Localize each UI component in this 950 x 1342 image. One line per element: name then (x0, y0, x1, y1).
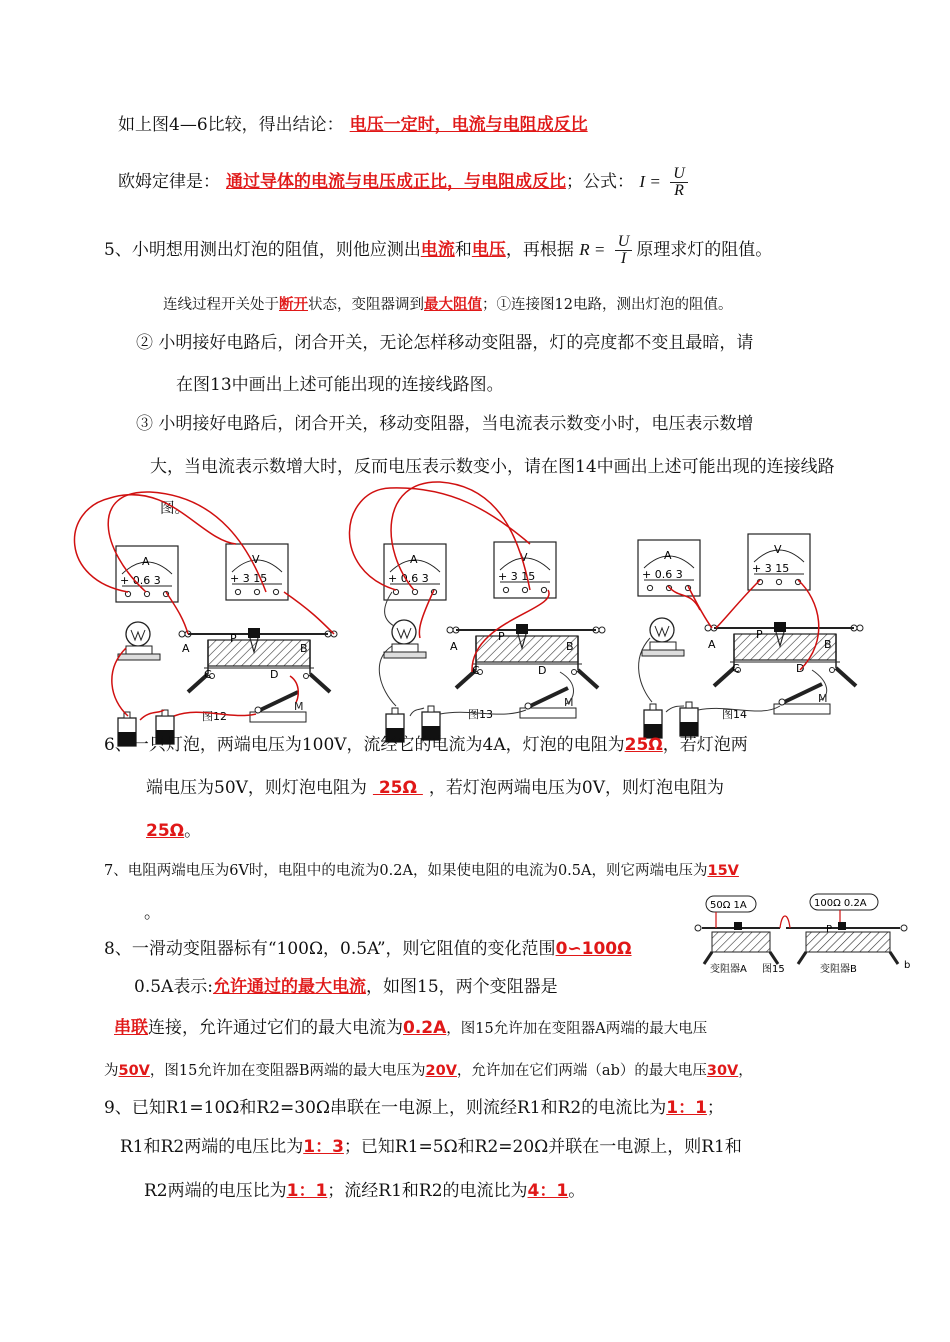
svg-text:图14: 图14 (722, 708, 747, 721)
svg-text:C: C (732, 662, 740, 675)
question-7-end: 。 (144, 903, 161, 923)
svg-text:P: P (756, 628, 763, 641)
voltmeter-label: V (252, 553, 260, 566)
answer-voltage-15: 15V (707, 863, 739, 879)
question-6-end: 25Ω。 (146, 821, 202, 841)
answer-open: 断开 (279, 297, 308, 313)
formula-fraction: $\frac{U}{R}$ (670, 166, 688, 199)
svg-text:+ 0.6 3: + 0.6 3 (120, 574, 161, 587)
svg-text:D: D (538, 664, 547, 677)
question-5-3-cont: 大，当电流表示数增大时，反而电压表示数变小，请在图14中画出上述可能出现的连接线路 (150, 457, 835, 477)
question-9-line-3: R2两端的电压比为1：1；流经R1和R2的电流比为4：1。 (144, 1181, 586, 1201)
question-9-line-2: R1和R2两端的电压比为1：3；已知R1=5Ω和R2=20Ω并联在一电源上，则R1和 (120, 1137, 742, 1157)
answer-ohms-law: 通过导体的电流与电压成正比，与电阻成反比 (226, 172, 566, 192)
answer-resistance-3: 25Ω (146, 821, 185, 841)
formula-fraction-r: $\frac{U}{I}$ (615, 234, 633, 267)
answer-ratio-3: 1：1 (286, 1181, 328, 1201)
answer-max-current: 允许通过的最大电流 (213, 977, 367, 997)
answer-voltage: 电压 (471, 240, 506, 260)
answer-ratio-1: 1：1 (666, 1098, 707, 1118)
answer-50v: 50V (118, 1063, 150, 1079)
answer-20v: 20V (425, 1063, 457, 1079)
circuit-figures: M A + 0.6 3 V + 3 15 A B P C D 图12 A + 0.6 3 V + 3 15 A B P C D 图13 A + 0.6 3 V + 3 15 A B P C D 图14 (0, 470, 950, 750)
svg-text:+ 3 15: + 3 15 (752, 562, 790, 575)
ammeter-label: A (664, 549, 672, 562)
figure-13 (349, 482, 605, 742)
svg-text:P: P (826, 924, 833, 935)
answer-30v: 30V (706, 1063, 739, 1079)
voltmeter-label: V (520, 551, 528, 564)
svg-text:B: B (824, 638, 832, 651)
svg-text:图15: 图15 (762, 964, 785, 975)
svg-text:C: C (204, 668, 212, 681)
ammeter-label: A (410, 553, 418, 566)
svg-text:+ 3 15: + 3 15 (230, 572, 268, 585)
svg-text:B: B (300, 642, 308, 655)
svg-text:图13: 图13 (468, 708, 493, 721)
question-6-cont: 端电压为50V，则灯泡电阻为 25Ω ，若灯泡两端电压为0V，则灯泡电阻为 (146, 778, 724, 798)
svg-text:B: B (566, 640, 574, 653)
svg-text:50Ω 1A: 50Ω 1A (710, 900, 747, 911)
question-5-2-line: ② 小明接好电路后，闭合开关，无论怎样移动变阻器，灯的亮度都不变且最暗，请 (136, 333, 754, 353)
svg-text:b: b (904, 960, 911, 971)
question-8-line-3: 串联连接，允许通过它们的最大电流为0.2A，图15允许加在变阻器A两端的最大电压 (114, 1018, 708, 1038)
question-8-line-4: 为50V，图15允许加在变阻器B两端的最大电压为20V，允许加在它们两端（ab）的最大电压30V， (104, 1063, 753, 1079)
figure-14 (638, 534, 863, 738)
svg-text:D: D (270, 668, 279, 681)
answer-series: 串联 (114, 1018, 148, 1038)
svg-text:A: A (708, 638, 716, 651)
answer-current-02: 0.2A (403, 1018, 447, 1038)
answer-max-resistance: 最大阻值 (424, 297, 482, 313)
svg-text:A: A (182, 642, 190, 655)
svg-text:P: P (498, 630, 505, 643)
question-9-line: 9、已知R1=10Ω和R2=30Ω串联在一电源上，则流经R1和R2的电流比为1：1； (104, 1098, 724, 1118)
question-6-line: 6、一只灯泡，两端电压为100V，流经它的电流为4A，灯泡的电阻为25Ω，若灯泡两 (104, 735, 748, 755)
answer-current: 电流 (420, 240, 455, 260)
question-8-line: 8、一滑动变阻器标有“100Ω，0.5A”，则它阻值的变化范围0∽100Ω (104, 939, 632, 959)
ammeter-label: A (142, 555, 150, 568)
svg-text:图12: 图12 (202, 710, 227, 723)
svg-text:A: A (450, 640, 458, 653)
question-5-3-line: ③ 小明接好电路后，闭合开关，移动变阻器，当电流表示数变小时，电压表示数增 (136, 414, 754, 434)
answer-ratio-4: 4：1 (527, 1181, 569, 1201)
answer-ratio-2: 1：3 (303, 1137, 344, 1157)
svg-text:+ 3 15: + 3 15 (498, 570, 536, 583)
question-5-line: 5、小明想用测出灯泡的阻值，则他应测出电流和电压，再根据 R = $\frac{U}{I}$ 原理求灯的阻值。 (104, 233, 773, 267)
ohms-law-line: 欧姆定律是： 通过导体的电流与电压成正比，与电阻成反比；公式： I = $\frac{U}{R}$ (118, 166, 692, 199)
svg-text:+ 0.6 3: + 0.6 3 (388, 572, 429, 585)
answer-range: 0∽100Ω (555, 939, 632, 959)
answer-conclusion: 电压一定时，电流与电阻成反比 (349, 115, 588, 135)
question-7-line: 7、电阻两端电压为6V时，电阻中的电流为0.2A，如果使电阻的电流为0.5A，则它两端电压为15V (104, 863, 739, 879)
svg-text:P: P (230, 632, 237, 645)
question-8-line-2: 0.5A表示:允许通过的最大电流，如图15，两个变阻器是 (134, 977, 558, 997)
switch-state-line: 连线过程开关处于断开状态，变阻器调到最大阻值；①连接图12电路，测出灯泡的阻值。 (163, 297, 733, 313)
svg-text:+ 0.6 3: + 0.6 3 (642, 568, 683, 581)
svg-text:D: D (796, 662, 805, 675)
svg-text:变阻器B: 变阻器B (820, 964, 857, 975)
voltmeter-label: V (774, 543, 782, 556)
conclusion-line: 如上图4—6比较，得出结论： 电压一定时，电流与电阻成反比 (118, 115, 588, 135)
svg-text:100Ω 0.2A: 100Ω 0.2A (814, 898, 867, 909)
figure-15 (690, 892, 930, 982)
svg-text:变阻器A: 变阻器A (710, 964, 747, 975)
answer-resistance-1: 25Ω (624, 735, 663, 755)
figure-12 (74, 492, 337, 746)
answer-resistance-2: 25Ω (372, 778, 423, 798)
question-5-2-cont: 在图13中画出上述可能出现的连接线路图。 (176, 375, 504, 395)
svg-text:C: C (472, 664, 480, 677)
question-5-3-end: 图。 (160, 501, 189, 517)
